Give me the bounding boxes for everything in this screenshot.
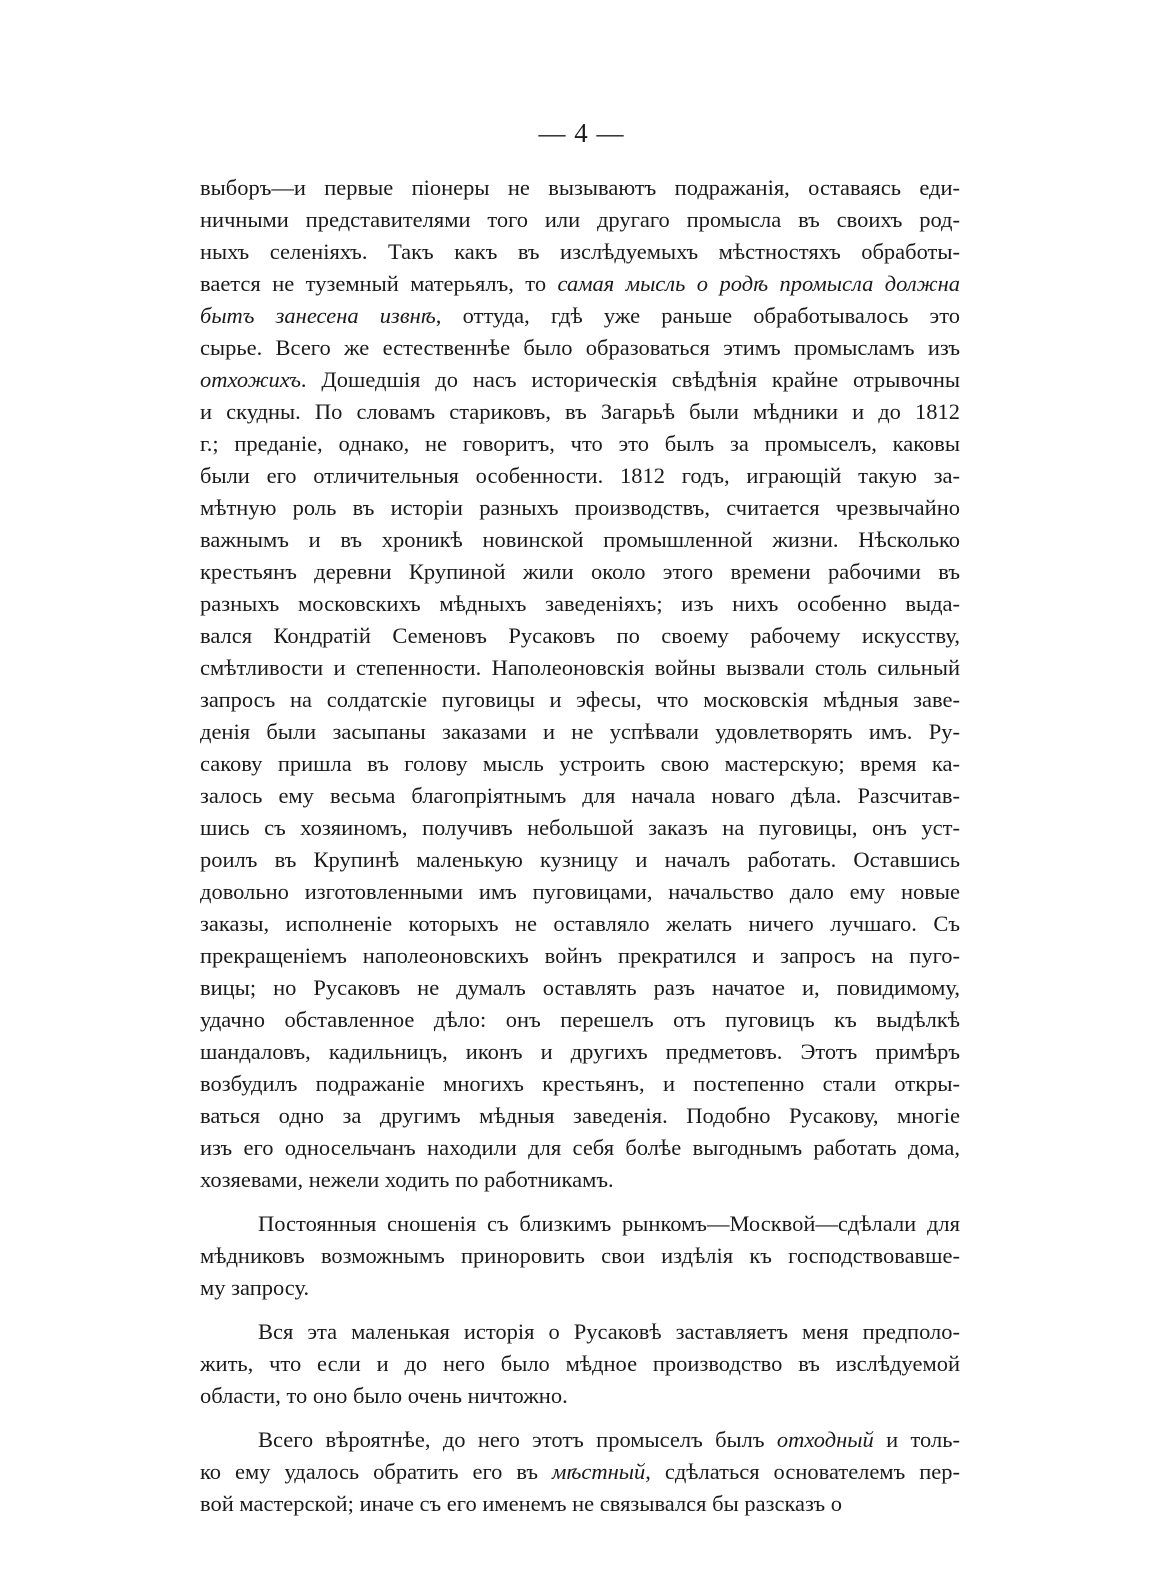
text-line: разныхъ московскихъ мѣдныхъ заведеніяхъ; изъ нихъ особенно выда- bbox=[200, 591, 960, 616]
page-number: — 4 — bbox=[538, 118, 625, 148]
text-line: прекращеніемъ наполеоновскихъ войнъ прекратился и запросъ на пуго- bbox=[200, 943, 960, 968]
text-line: ко ему удалось обратить его въ мѣстный, сдѣлаться основателемъ пер- bbox=[200, 1459, 961, 1484]
text-line: ваться одно за другимъ мѣдныя заведенія. Подобно Русакову, многіе bbox=[200, 1103, 960, 1128]
italic-text: отходный bbox=[776, 1427, 874, 1452]
text-line: довольно изготовленными имъ пуговицами, начальство дало ему новые bbox=[200, 879, 960, 904]
paragraph bbox=[200, 1208, 960, 1304]
text-line: области, то оно было очень ничтожно. bbox=[200, 1383, 568, 1408]
text-line: денія были засыпаны заказами и не успѣвали удовлетворять имъ. Ру- bbox=[200, 719, 960, 744]
text-line: вался Кондратій Семеновъ Русаковъ по своему рабочему искусству, bbox=[200, 623, 960, 648]
text-line: г.; преданіе, однако, не говоритъ, что это былъ за промыселъ, каковы bbox=[200, 431, 960, 456]
italic-text: отхожихъ bbox=[200, 367, 301, 392]
text-line: роилъ въ Крупинѣ маленькую кузницу и началъ работать. Оставшись bbox=[200, 847, 960, 872]
body-text bbox=[200, 172, 960, 1520]
text-line: и скудны. По словамъ стариковъ, въ Загарьѣ были мѣдники и до 1812 bbox=[200, 399, 960, 424]
text-line: выборъ—и первые піонеры не вызываютъ подражанія, оставаясь еди- bbox=[200, 175, 960, 200]
text-line: смѣтливости и степенности. Наполеоновскія войны вызвали столь сильный bbox=[200, 655, 960, 680]
text-line: возбудилъ подражаніе многихъ крестьянъ, и постепенно стали откры- bbox=[200, 1071, 960, 1096]
text-line: Вся эта маленькая исторія о Русаковѣ заставляетъ меня предполо- bbox=[258, 1319, 960, 1344]
text-line: ничными представителями того или другаго промысла въ своихъ род- bbox=[200, 207, 960, 232]
text-line: му запросу. bbox=[200, 1275, 310, 1300]
text-line: важнымъ и въ хроникѣ новинской промышленной жизни. Нѣсколько bbox=[200, 527, 960, 552]
text-line: отхожихъ. Дошедшія до насъ историческія свѣдѣнія крайне отрывочны bbox=[200, 367, 960, 392]
text-line: запросъ на солдатскіе пуговицы и эфесы, что московскія мѣдныя заве- bbox=[200, 687, 960, 712]
text-line: вается не туземный матерьялъ, то самая мысль о родѣ промысла должна bbox=[200, 271, 961, 296]
paragraph bbox=[200, 1424, 960, 1520]
text-line: были его отличительныя особенности. 1812 годъ, играющій такую за- bbox=[200, 463, 960, 488]
paragraph-gap bbox=[200, 1412, 960, 1424]
text-line: сакову пришла въ голову мысль устроить свою мастерскую; время ка- bbox=[200, 751, 960, 776]
text-line: залось ему весьма благопріятнымъ для начала новаго дѣла. Разсчитав- bbox=[200, 783, 960, 808]
text-line: мѣтную роль въ исторіи разныхъ производствъ, считается чрезвычайно bbox=[200, 495, 960, 520]
paragraph bbox=[200, 1316, 960, 1412]
text-line: вицы; но Русаковъ не думалъ оставлять разъ начатое и, повидимому, bbox=[200, 975, 960, 1000]
text-line: удачно обставленное дѣло: онъ перешелъ отъ пуговицъ къ выдѣлкѣ bbox=[200, 1007, 960, 1032]
text-line: мѣдниковъ возможнымъ приноровить свои издѣлія къ господствовавше- bbox=[200, 1243, 960, 1268]
text-line: крестьянъ деревни Крупиной жили около этого времени рабочими въ bbox=[200, 559, 960, 584]
text-line: сырье. Всего же естественнѣе было образоваться этимъ промысламъ изъ bbox=[200, 335, 960, 360]
italic-text: мѣстный bbox=[552, 1459, 646, 1484]
text-line: Всего вѣроятнѣе, до него этотъ промыселъ былъ отходный и толь- bbox=[258, 1427, 960, 1452]
text-line: шись съ хозяиномъ, получивъ небольшой заказъ на пуговицы, онъ уст- bbox=[200, 815, 960, 840]
text-line: изъ его односельчанъ находили для себя болѣе выгоднымъ работать дома, bbox=[200, 1135, 960, 1160]
paragraph-gap bbox=[200, 1304, 960, 1316]
text-line: вой мастерской; иначе съ его именемъ не связывался бы разсказъ о bbox=[200, 1491, 843, 1516]
text-line: ныхъ селеніяхъ. Такъ какъ въ изслѣдуемыхъ мѣстностяхъ обработы- bbox=[200, 239, 960, 264]
text-line: Постоянныя сношенія съ близкимъ рынкомъ—Москвой—сдѣлали для bbox=[258, 1211, 960, 1236]
text-line: шандаловъ, кадильницъ, иконъ и другихъ предметовъ. Этотъ примѣръ bbox=[200, 1039, 960, 1064]
text-line: хозяевами, нежели ходить по работникамъ. bbox=[200, 1167, 614, 1192]
text-line: бытъ занесена извнѣ, оттуда, гдѣ уже раньше обработывалось это bbox=[200, 303, 960, 328]
paragraph bbox=[200, 172, 960, 1196]
paragraph-gap bbox=[200, 1196, 960, 1208]
text-line: заказы, исполненіе которыхъ не оставляло желать ничего лучшаго. Съ bbox=[200, 911, 960, 936]
italic-text: бытъ занесена извнѣ bbox=[200, 303, 436, 328]
text-line: жить, что если и до него было мѣдное производство въ изслѣдуемой bbox=[200, 1351, 960, 1376]
italic-text: самая мысль о родѣ промысла должна bbox=[557, 271, 961, 296]
